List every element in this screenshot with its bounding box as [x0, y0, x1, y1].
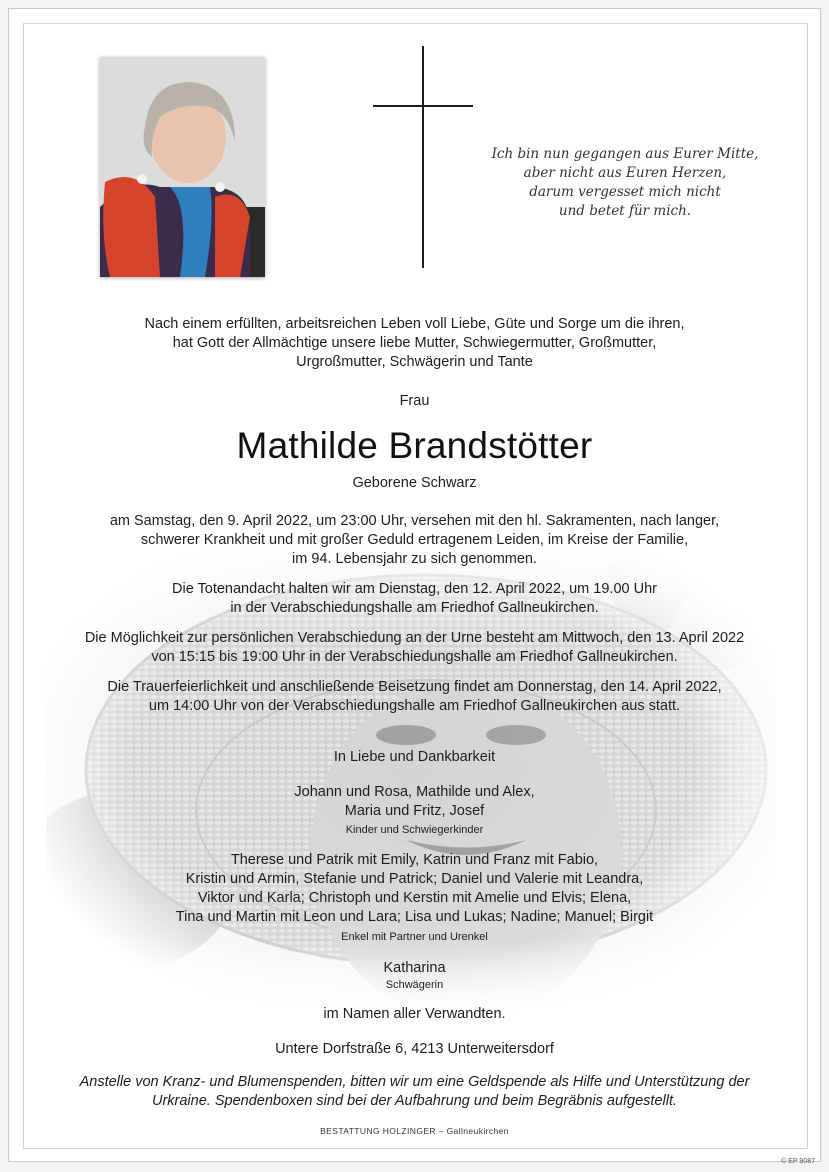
death-notice-line: schwerer Krankheit und mit großer Geduld ertragenem Leiden, im Kreise der Familie, — [140, 532, 689, 548]
salutation: Frau — [399, 393, 430, 409]
farewell-line: Die Möglichkeit zur persönlichen Verabschiedung an der Urne besteht am Mittwoch, den 13. April 2022 — [84, 630, 745, 646]
donation-notice — [40, 1073, 789, 1111]
funeral-line: Die Trauerfeierlichkeit und anschließende Beisetzung findet am Donnerstag, den 14. April 2022, — [107, 679, 722, 695]
grandchildren-line: Kristin und Armin, Stefanie und Patrick; Daniel und Valerie mit Leandra, — [185, 871, 644, 887]
children-label: Kinder und Schwiegerkinder — [345, 824, 484, 836]
intro-text — [40, 315, 789, 372]
cross-vertical — [422, 46, 424, 268]
print-code: © EP 9087 — [781, 1158, 815, 1165]
quote-line: Ich bin nun gegangen aus Eurer Mitte, — [491, 146, 759, 162]
donation-line: Anstelle von Kranz- und Blumenspenden, bitten wir um eine Geldspende als Hilfe und Unterstützung der — [79, 1074, 750, 1090]
quote-line: darum vergesset mich nicht — [529, 184, 721, 200]
donation-line: Urkraine. Spendenboxen sind bei der Aufbahrung und beim Begräbnis aufgestellt. — [151, 1093, 678, 1109]
grandchildren-line: Therese und Patrik mit Emily, Katrin und Franz mit Fabio, — [230, 852, 599, 868]
funeral-notice — [40, 678, 789, 716]
relatives-line: im Namen aller Verwandten. — [323, 1006, 506, 1022]
intro-line: Urgroßmutter, Schwägerin und Tante — [296, 354, 533, 370]
deceased-name: Mathilde Brandstötter — [236, 425, 593, 466]
intro-line: Nach einem erfüllten, arbeitsreichen Leben voll Liebe, Güte und Sorge um die ihren, — [144, 316, 685, 332]
death-notice-line: am Samstag, den 9. April 2022, um 23:00 Uhr, versehen mit den hl. Sakramenten, nach langer, — [109, 513, 720, 529]
vigil-notice — [40, 580, 789, 618]
intro-line: hat Gott der Allmächtige unsere liebe Mutter, Schwiegermutter, Großmutter, — [172, 335, 657, 351]
grandchildren-names — [40, 851, 789, 927]
cross-horizontal — [373, 105, 473, 107]
funeral-home: BESTATTUNG HOLZINGER – Gallneukirchen — [320, 1126, 509, 1136]
sister-in-law-label: Schwägerin — [385, 979, 444, 991]
mourners-heading: In Liebe und Dankbarkeit — [333, 749, 496, 765]
sister-in-law-name: Katharina — [383, 960, 446, 976]
quote-line: aber nicht aus Euren Herzen, — [523, 165, 727, 181]
address: Untere Dorfstraße 6, 4213 Unterweitersdorf — [275, 1041, 554, 1057]
children-line: Johann und Rosa, Mathilde und Alex, — [294, 784, 535, 800]
farewell-notice — [40, 629, 789, 667]
grandchildren-label: Enkel mit Partner und Urenkel — [341, 931, 488, 943]
children-names — [40, 783, 789, 821]
grandchildren-line: Tina und Martin mit Leon und Lara; Lisa und Lukas; Nadine; Manuel; Birgit — [175, 909, 654, 925]
grandchildren-line: Viktor und Karla; Christoph und Kerstin mit Amelie und Elvis; Elena, — [197, 890, 632, 906]
death-notice-line: im 94. Lebensjahr zu sich genommen. — [291, 551, 538, 567]
funeral-line: um 14:00 Uhr von der Verabschiedungshalle am Friedhof Gallneukirchen aus statt. — [148, 698, 681, 714]
children-line: Maria und Fritz, Josef — [344, 803, 485, 819]
death-notice — [40, 512, 789, 569]
vigil-line: in der Verabschiedungshalle am Friedhof Gallneukirchen. — [230, 600, 599, 616]
portrait-photo — [100, 57, 265, 277]
memorial-quote — [490, 145, 760, 221]
birth-name: Geborene Schwarz — [352, 475, 477, 491]
vigil-line: Die Totenandacht halten wir am Dienstag, den 12. April 2022, um 19.00 Uhr — [172, 581, 657, 597]
quote-line: und betet für mich. — [558, 203, 692, 219]
farewell-line: von 15:15 bis 19:00 Uhr in der Verabschiedungshalle am Friedhof Gallneukirchen. — [151, 649, 678, 665]
